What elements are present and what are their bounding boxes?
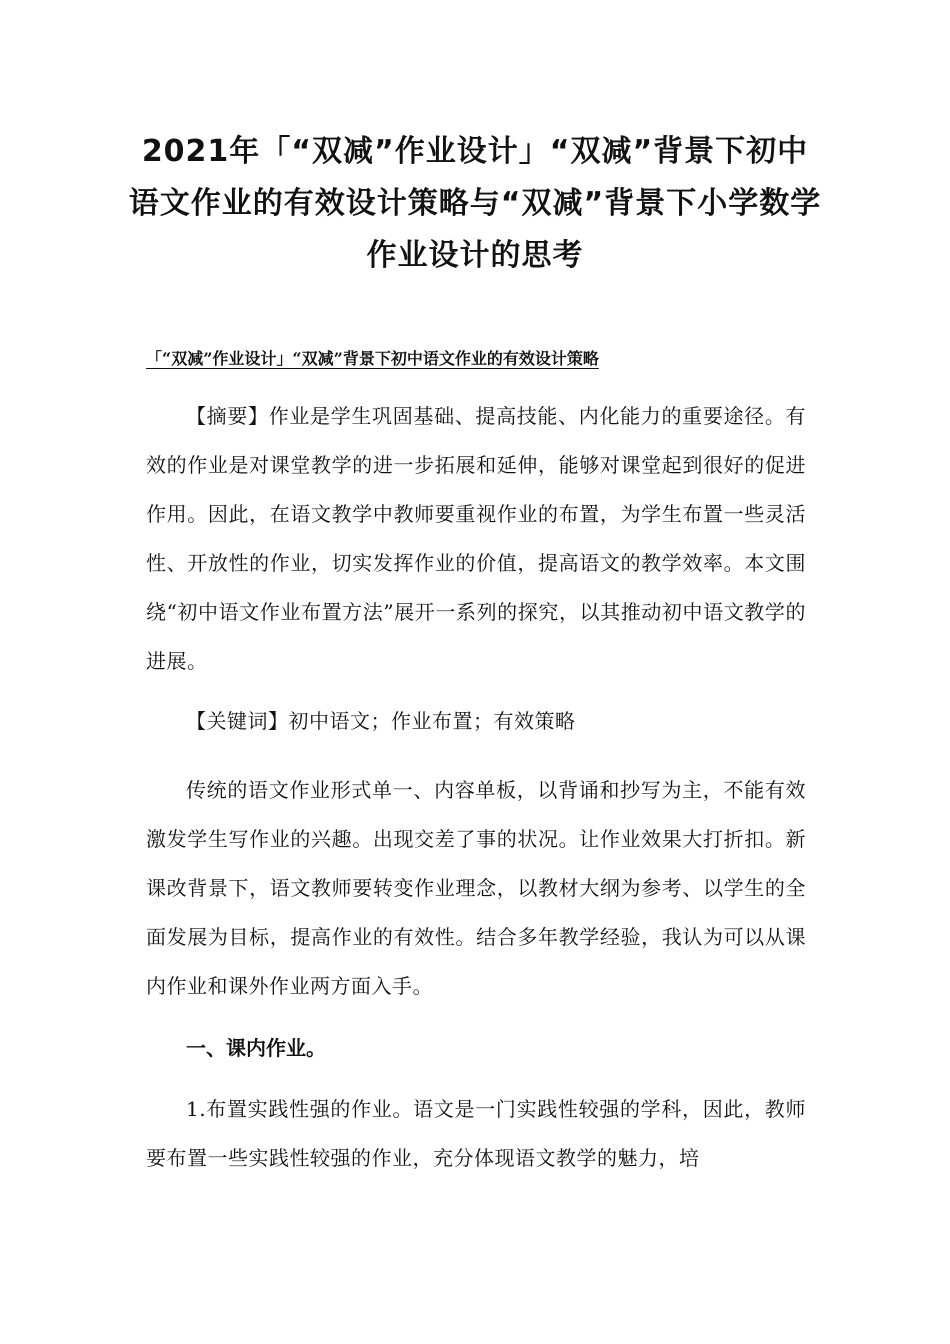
abstract-paragraph: 【摘要】作业是学生巩固基础、提高技能、内化能力的重要途径。有效的作业是对课堂教学的进一步拓展和延伸，能够对课堂起到很好的促进作用。因此，在语文教学中教师要重视作业的布置，为学生布置一些灵活性、开放性的作业，切实发挥作业的价值，提高语文的教学效率。本文围绕“初中语文作业布置方法”展开一系列的探究，以其推动初中语文教学的进展。 — [146, 404, 806, 673]
document-title — [110, 126, 840, 282]
title-line: 语文作业的有效设计策略与“双减”背景下小学数学 — [128, 186, 822, 221]
section-subheading: 「“双减”作业设计」“双减”背景下初中语文作业的有效设计策略 — [146, 349, 599, 368]
keywords-paragraph: 【关键词】初中语文；作业布置；有效策略 — [186, 709, 576, 733]
title-line: 2021年「“双减”作业设计」“双减”背景下初中 — [141, 134, 809, 169]
intro-paragraph: 传统的语文作业形式单一、内容单板，以背诵和抄写为主，不能有效激发学生写作业的兴趣。出现交差了事的状况。让作业效果大打折扣。新课改背景下，语文教师要转变作业理念，以教材大纲为参考、以学生的全面发展为目标，提高作业的有效性。结合多年教学经验，我认为可以从课内作业和课外作业两方面入手。 — [146, 778, 806, 998]
title-line: 作业设计的思考 — [366, 238, 584, 273]
section-heading: 一、课内作业。 — [186, 1036, 326, 1060]
item-paragraph: 1.布置实践性强的作业。语文是一门实践性较强的学科，因此，教师要布置一些实践性较强的作业，充分体现语文教学的魅力，培 — [146, 1097, 806, 1170]
